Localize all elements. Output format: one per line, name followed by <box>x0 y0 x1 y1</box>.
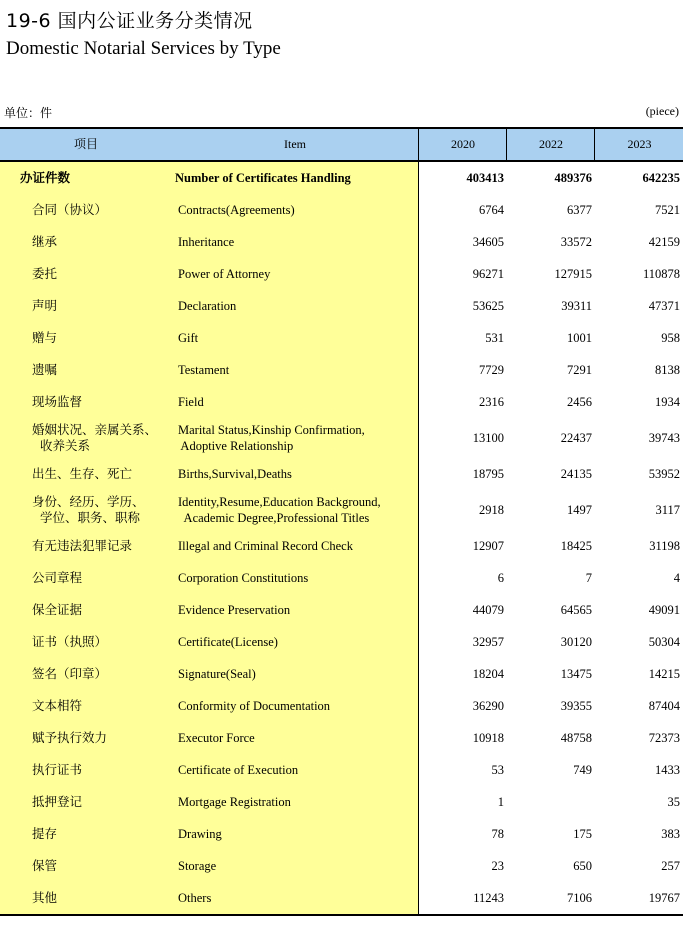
row-item-cn: 继承 <box>32 234 58 249</box>
table-row <box>0 290 683 322</box>
row-value-2022: 18425 <box>560 538 592 553</box>
row-value-2020: 12907 <box>472 538 504 553</box>
row-item-en: Certificate of Execution <box>178 763 299 777</box>
row-value-2023: 47371 <box>648 298 680 313</box>
table-row <box>0 594 683 626</box>
row-value-2023: 35 <box>667 794 680 809</box>
row-value-2020: 7729 <box>479 362 504 377</box>
table-row <box>0 490 683 530</box>
table-row <box>0 322 683 354</box>
row-value-2022: 30120 <box>560 634 592 649</box>
row-value-2023: 31198 <box>649 538 680 553</box>
row-item-cn: 遗嘱 <box>32 362 58 377</box>
row-value-2023: 4 <box>673 570 680 585</box>
table-row <box>0 194 683 226</box>
unit-label-cn: 单位：件 <box>4 106 53 120</box>
row-value-2022: 7106 <box>567 890 592 905</box>
row-item-en: Field <box>178 395 204 409</box>
row-value-2020: 10918 <box>472 730 504 745</box>
row-item-en: Certificate(License) <box>178 635 278 649</box>
row-value-2023: 7521 <box>655 202 680 217</box>
row-value-2022: 7291 <box>567 362 592 377</box>
table-row <box>0 658 683 690</box>
row-item-cn: 身份、经历、学历、 学位、职务、职称 <box>32 494 145 525</box>
row-value-2023: 50304 <box>648 634 680 649</box>
row-value-2022: 13475 <box>560 666 592 681</box>
row-value-2022: 22437 <box>560 430 592 445</box>
row-item-cn: 公司章程 <box>32 570 83 585</box>
row-item-cn: 赠与 <box>32 330 58 345</box>
row-value-2022: 1497 <box>567 502 592 517</box>
row-value-2023: 39743 <box>648 430 680 445</box>
table-row <box>0 258 683 290</box>
row-value-2020: 6 <box>497 570 504 585</box>
row-value-2023: 49091 <box>648 602 680 617</box>
row-item-cn: 文本相符 <box>32 698 83 713</box>
row-value-2023: 87404 <box>648 698 680 713</box>
row-value-2022: 48758 <box>560 730 592 745</box>
row-item-cn: 提存 <box>32 826 58 841</box>
row-item-en: Identity,Resume,Education Background, Academic Degree,Professional Titles <box>178 495 381 525</box>
row-value-2020: 78 <box>491 826 504 841</box>
row-value-2022: 33572 <box>560 234 592 249</box>
row-value-2022: 127915 <box>554 266 592 281</box>
row-value-2020: 36290 <box>472 698 504 713</box>
row-item-en: Mortgage Registration <box>178 795 291 809</box>
table-header <box>0 127 683 162</box>
row-value-2022: 2456 <box>567 394 592 409</box>
row-item-en: Evidence Preservation <box>178 603 291 617</box>
row-value-2022: 175 <box>573 826 592 841</box>
row-value-2020: 32957 <box>472 634 504 649</box>
row-value-2022: 650 <box>573 858 592 873</box>
table-row <box>0 722 683 754</box>
page-title-en: Domestic Notarial Services by Type <box>6 38 281 59</box>
row-item-cn: 执行证书 <box>32 762 83 777</box>
row-value-2023: 1433 <box>655 762 680 777</box>
row-item-cn: 保全证据 <box>32 602 83 617</box>
row-value-2022: 24135 <box>560 466 592 481</box>
row-item-cn: 赋予执行效力 <box>32 730 108 745</box>
row-item-cn: 证书（执照） <box>32 634 108 649</box>
row-item-en: Conformity of Documentation <box>178 699 331 713</box>
table-row <box>0 850 683 882</box>
row-item-cn: 有无违法犯罪记录 <box>32 538 133 553</box>
table-row <box>0 458 683 490</box>
row-item-cn: 婚姻状况、亲属关系、 收养关系 <box>32 422 158 453</box>
row-item-cn: 出生、生存、死亡 <box>32 466 133 481</box>
row-value-2023: 14215 <box>648 666 680 681</box>
row-item-en: Inheritance <box>178 235 235 249</box>
row-value-2022 <box>508 786 592 818</box>
row-item-en: Drawing <box>178 827 222 841</box>
row-value-2023: 110878 <box>642 266 680 281</box>
header-item-cn: 项目 <box>73 137 98 151</box>
row-item-en: Contracts(Agreements) <box>178 203 295 217</box>
row-value-2023: 383 <box>661 826 680 841</box>
row-value-2023: 3117 <box>655 502 680 517</box>
table-row <box>0 882 683 914</box>
table-row <box>0 754 683 786</box>
row-item-cn: 现场监督 <box>32 394 83 409</box>
row-value-2023: 42159 <box>648 234 680 249</box>
row-item-en: Executor Force <box>178 731 255 745</box>
row-item-cn: 其他 <box>32 890 58 905</box>
row-value-2022: 7 <box>585 570 592 585</box>
row-item-en: Illegal and Criminal Record Check <box>178 539 353 553</box>
row-value-2023: 642235 <box>642 170 680 185</box>
row-value-2020: 2316 <box>479 394 504 409</box>
row-value-2022: 6377 <box>567 202 592 217</box>
row-item-cn: 办证件数 <box>20 170 71 185</box>
row-value-2022: 1001 <box>567 330 592 345</box>
row-value-2023: 8138 <box>655 362 680 377</box>
row-value-2020: 18795 <box>472 466 504 481</box>
row-item-cn: 委托 <box>32 266 58 281</box>
page-title-cn: 19-6 国内公证业务分类情况 <box>6 10 253 32</box>
row-value-2022: 64565 <box>560 602 592 617</box>
table-body <box>0 162 683 916</box>
row-item-en: Power of Attorney <box>178 267 271 281</box>
row-item-en: Corporation Constitutions <box>178 571 309 585</box>
row-value-2020: 13100 <box>472 430 504 445</box>
row-value-2020: 96271 <box>472 266 504 281</box>
row-value-2022: 39355 <box>560 698 592 713</box>
row-value-2020: 11243 <box>473 890 504 905</box>
row-value-2023: 19767 <box>648 890 680 905</box>
row-item-cn: 声明 <box>32 298 58 313</box>
row-value-2020: 44079 <box>472 602 504 617</box>
row-item-cn: 合同（协议） <box>32 202 108 217</box>
row-value-2020: 403413 <box>466 170 504 185</box>
header-year-2022: 2022 <box>506 129 595 160</box>
row-value-2023: 1934 <box>655 394 680 409</box>
row-item-cn: 保管 <box>32 858 58 873</box>
row-value-2020: 34605 <box>472 234 504 249</box>
row-item-cn: 抵押登记 <box>32 794 83 809</box>
row-value-2023: 72373 <box>648 730 680 745</box>
row-value-2020: 2918 <box>479 502 504 517</box>
header-year-2020: 2020 <box>418 129 507 160</box>
row-item-en: Signature(Seal) <box>178 667 256 681</box>
table-row <box>0 226 683 258</box>
row-value-2020: 18204 <box>472 666 504 681</box>
row-item-en: Gift <box>178 331 199 345</box>
row-value-2020: 531 <box>485 330 504 345</box>
row-value-2020: 6764 <box>479 202 504 217</box>
row-item-en: Marital Status,Kinship Confirmation, Adoptive Relationship <box>178 423 365 453</box>
row-item-en: Others <box>178 891 212 905</box>
table-row <box>0 562 683 594</box>
row-value-2022: 489376 <box>554 170 592 185</box>
row-value-2023: 257 <box>661 858 680 873</box>
row-item-en: Testament <box>178 363 230 377</box>
row-item-cn: 签名（印章） <box>32 666 108 681</box>
row-value-2022: 39311 <box>561 298 592 313</box>
table-row <box>0 530 683 562</box>
table-row <box>0 690 683 722</box>
table-row <box>0 418 683 458</box>
row-item-en: Number of Certificates Handling <box>175 171 351 185</box>
unit-label-en: (piece) <box>645 104 679 118</box>
header-year-2023: 2023 <box>594 129 683 160</box>
row-value-2020: 53625 <box>472 298 504 313</box>
data-table <box>0 127 683 916</box>
table-row <box>0 354 683 386</box>
table-row <box>0 818 683 850</box>
table-row <box>0 626 683 658</box>
table-row <box>0 386 683 418</box>
row-value-2020: 53 <box>491 762 504 777</box>
table-row <box>0 162 683 194</box>
row-item-en: Births,Survival,Deaths <box>178 467 292 481</box>
table-row <box>0 786 683 818</box>
header-item-en: Item <box>284 137 306 151</box>
row-item-en: Storage <box>178 859 217 873</box>
row-value-2023: 53952 <box>648 466 680 481</box>
row-value-2022: 749 <box>573 762 592 777</box>
row-value-2023: 958 <box>661 330 680 345</box>
row-item-en: Declaration <box>178 299 237 313</box>
row-value-2020: 23 <box>491 858 504 873</box>
row-value-2020: 1 <box>497 794 504 809</box>
